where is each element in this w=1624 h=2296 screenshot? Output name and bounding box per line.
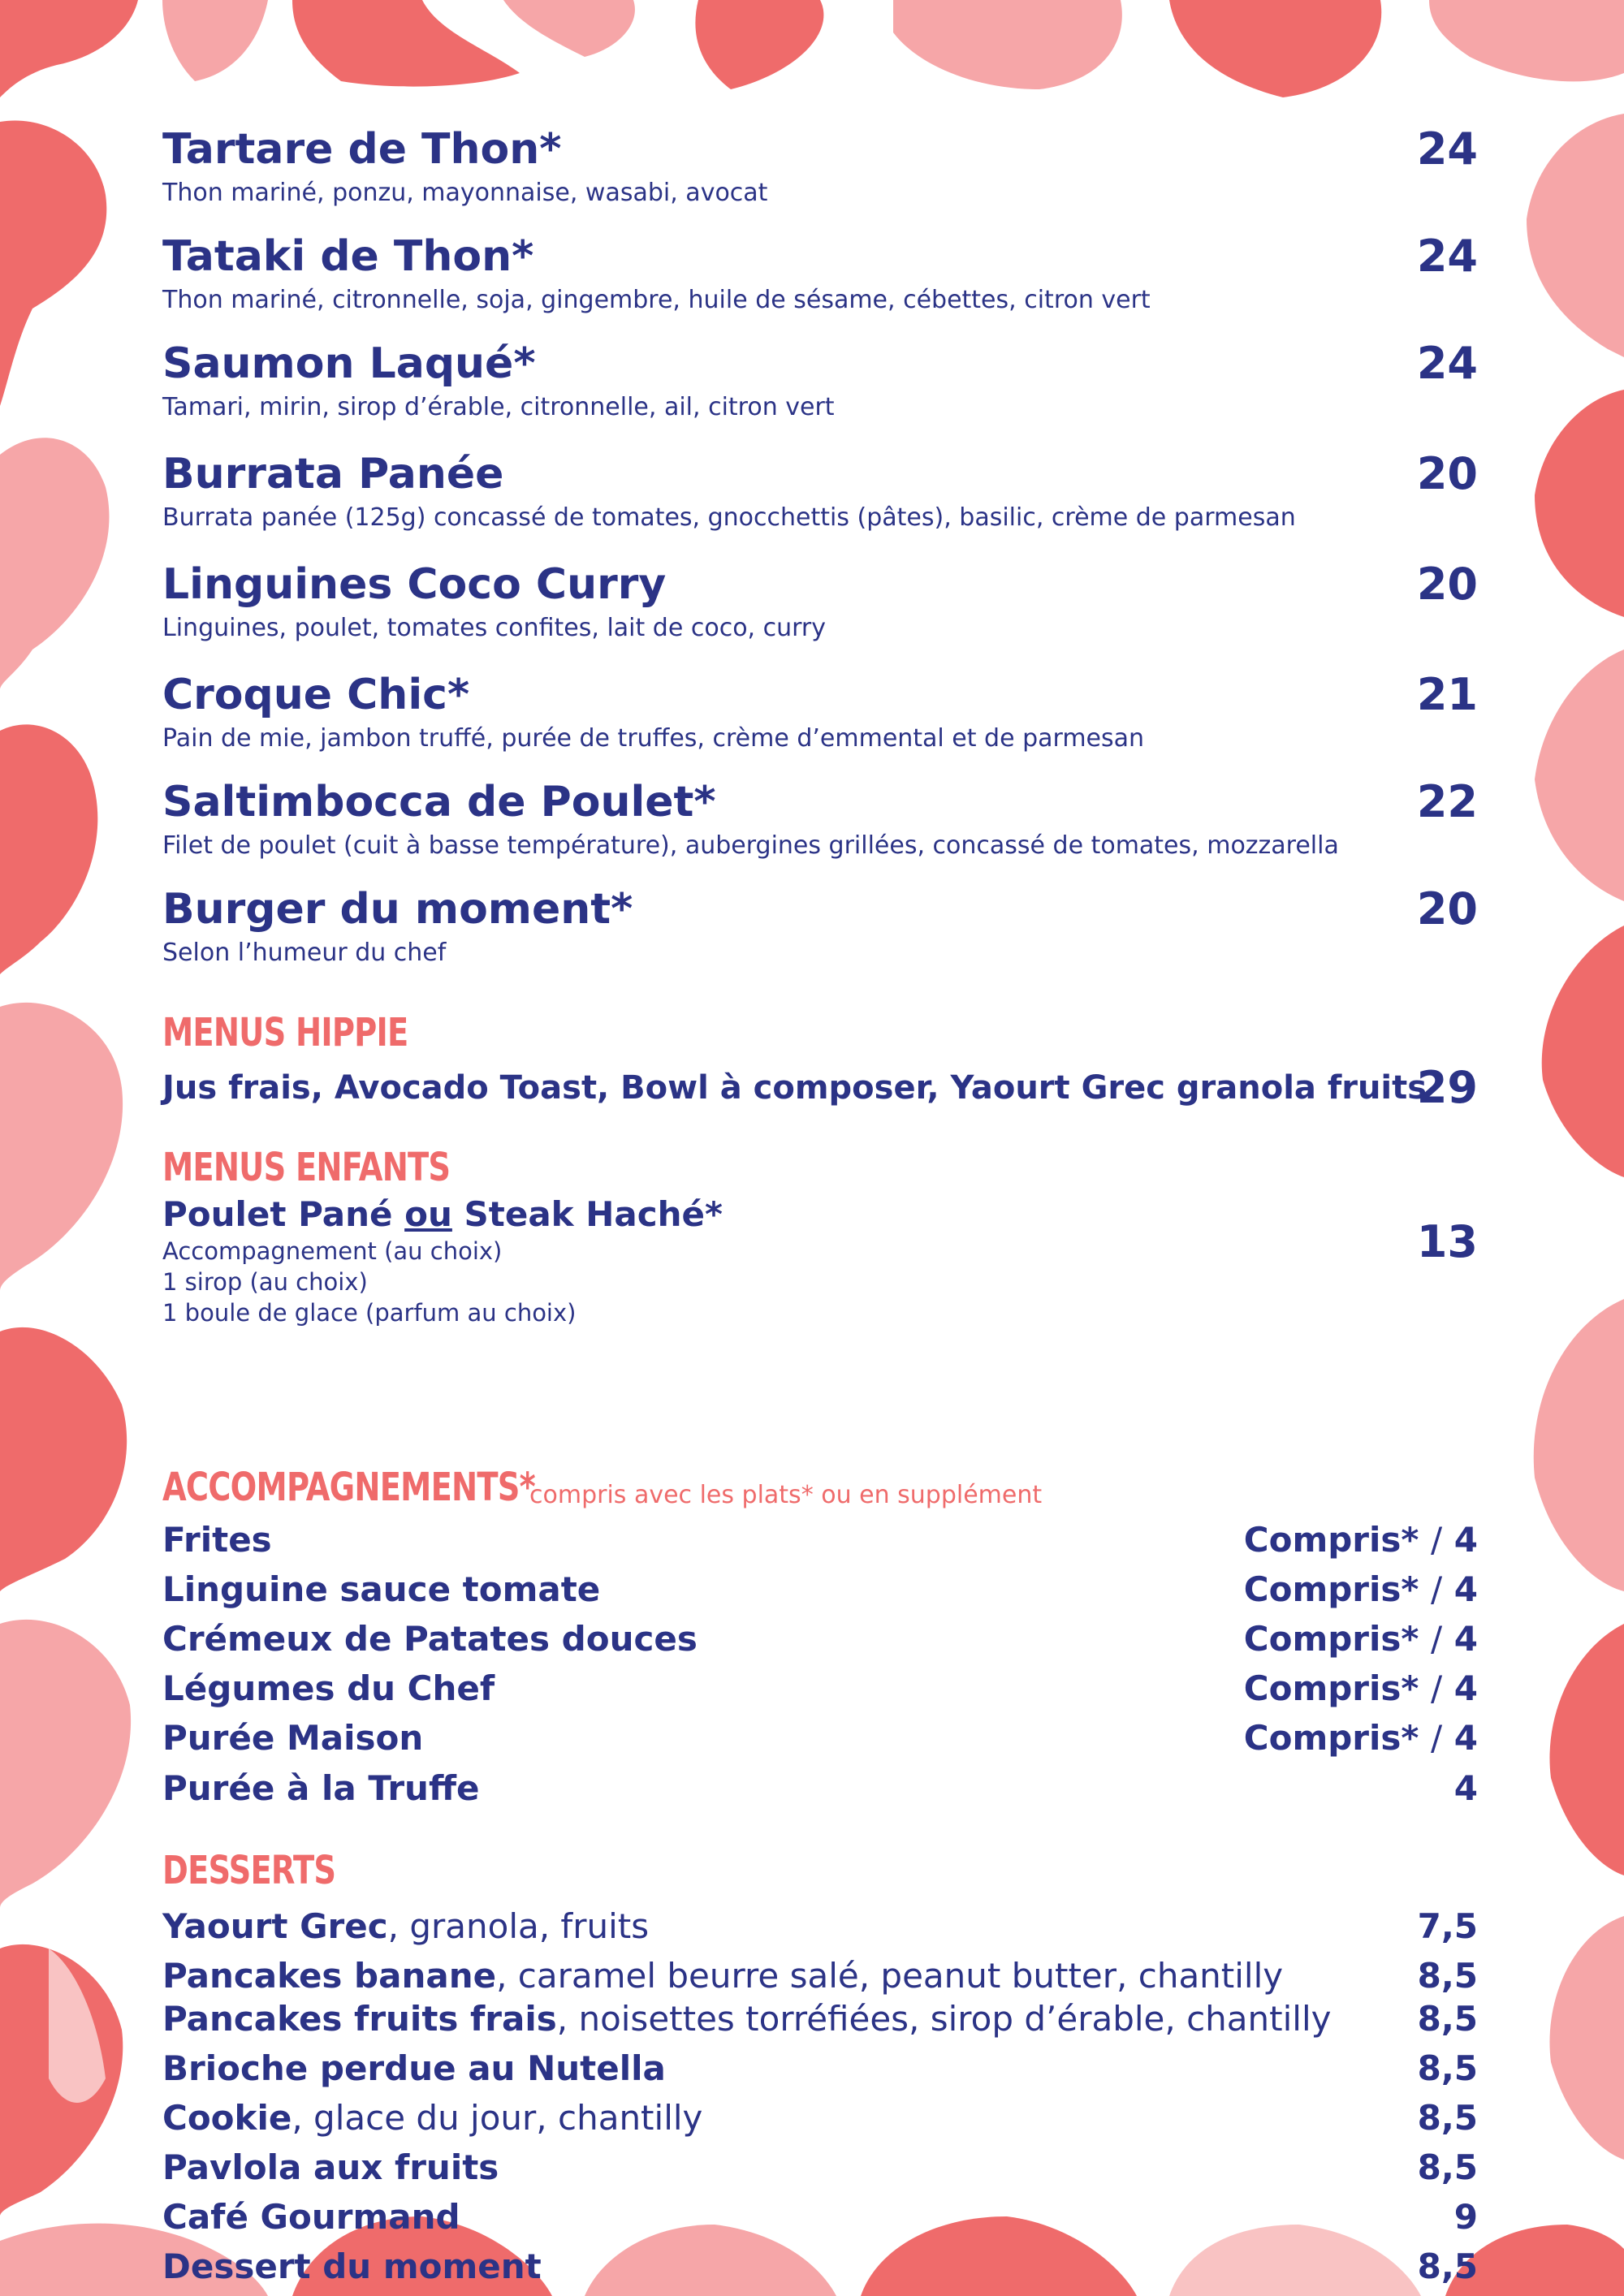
section-title-enfants: MENUS ENFANTS	[162, 1145, 451, 1190]
dish-price: 24	[1416, 123, 1478, 175]
dish-price: 22	[1416, 776, 1478, 827]
dish-name: Croque Chic*	[162, 671, 470, 719]
dessert-label	[162, 1999, 1478, 2039]
dish-description: Burrata panée (125g) concassé de tomates, gnocchettis (pâtes), basilic, crème de parmesan	[162, 503, 1296, 532]
dessert-label	[162, 2147, 1478, 2188]
side-name: Purée à la Truffe	[162, 1768, 480, 1808]
side-price-value: 4	[1453, 1520, 1478, 1560]
side-row	[162, 1668, 1478, 1709]
dessert-price: 8,5	[1417, 1956, 1478, 1996]
dessert-name: Brioche perdue au Nutella	[162, 2048, 666, 2088]
side-separator: /	[1430, 1520, 1443, 1560]
dessert-row	[162, 2098, 1478, 2138]
accompagnements-note: compris avec les plats* ou en supplément	[529, 1481, 1043, 1509]
dish-name: Saltimbocca de Poulet*	[162, 778, 716, 826]
kids-choice-b: Steak Haché*	[464, 1194, 723, 1234]
dessert-name: Dessert du moment	[162, 2246, 542, 2286]
side-separator: /	[1430, 1619, 1443, 1659]
dessert-price: 8,5	[1417, 1999, 1478, 2039]
dessert-row	[162, 1906, 1478, 1947]
dish-description: Selon l’humeur du chef	[162, 939, 447, 967]
dessert-extra: , caramel beurre salé, peanut butter, chantilly	[496, 1956, 1284, 1996]
dish-description: Linguines, poulet, tomates confites, lait de coco, curry	[162, 614, 827, 642]
dish-name: Tataki de Thon*	[162, 232, 534, 281]
dessert-row	[162, 2246, 1478, 2287]
dish-name: Saumon Laqué*	[162, 339, 536, 388]
dessert-row	[162, 2048, 1478, 2089]
dessert-name: Yaourt Grec	[162, 1906, 388, 1946]
dessert-name: Pavlola aux fruits	[162, 2147, 499, 2187]
dessert-row	[162, 1956, 1478, 1996]
dish-item	[162, 232, 1478, 315]
hippie-menu-row	[162, 1062, 1478, 1113]
dish-description: Thon mariné, citronnelle, soja, gingembre, huile de sésame, cébettes, citron vert	[162, 286, 1151, 314]
side-price	[1244, 1569, 1478, 1610]
dish-description: Filet de poulet (cuit à basse température), aubergines grillées, concassé de tomates, mozzarella	[162, 831, 1339, 860]
dessert-row	[162, 2147, 1478, 2188]
section-title-accompagnements	[162, 1465, 535, 1510]
dish-name: Tartare de Thon*	[162, 125, 562, 174]
dessert-extra: , glace du jour, chantilly	[292, 2098, 703, 2138]
dessert-label	[162, 1906, 1478, 1947]
dish-name: Burrata Panée	[162, 450, 504, 498]
dish-item	[162, 560, 1478, 643]
side-row	[162, 1520, 1478, 1560]
side-price	[1244, 1520, 1478, 1560]
side-name: Légumes du Chef	[162, 1668, 495, 1708]
kids-menu-line: 1 sirop (au choix)	[162, 1268, 368, 1296]
dessert-price: 7,5	[1417, 1906, 1478, 1946]
dish-item	[162, 125, 1478, 208]
side-included: Compris*	[1243, 1520, 1419, 1560]
kids-menu-line: 1 boule de glace (parfum au choix)	[162, 1299, 577, 1327]
kids-menu-line: Accompagnement (au choix)	[162, 1237, 503, 1265]
side-name: Crémeux de Patates douces	[162, 1619, 698, 1659]
dish-item	[162, 339, 1478, 422]
dish-item	[162, 778, 1478, 861]
dish-price: 24	[1416, 231, 1478, 282]
dish-item	[162, 450, 1478, 533]
side-separator: /	[1430, 1718, 1443, 1758]
dessert-price: 8,5	[1417, 2048, 1478, 2088]
side-price-value: 4	[1453, 1569, 1478, 1609]
side-name: Frites	[162, 1520, 272, 1560]
side-included: Compris*	[1243, 1718, 1419, 1758]
section-title-hippie: MENUS HIPPIE	[162, 1010, 408, 1055]
dessert-label	[162, 2197, 1478, 2238]
dish-description: Tamari, mirin, sirop d’érable, citronnelle, ail, citron vert	[162, 393, 835, 421]
side-included: Compris*	[1243, 1668, 1419, 1708]
dish-name: Linguines Coco Curry	[162, 560, 667, 609]
side-row	[162, 1569, 1478, 1610]
dish-price: 24	[1416, 338, 1478, 389]
menu-panel	[145, 104, 1518, 2286]
dessert-name: Café Gourmand	[162, 2197, 460, 2237]
section-title-desserts: DESSERTS	[162, 1848, 336, 1893]
dish-item	[162, 671, 1478, 753]
side-price-value: 4	[1453, 1619, 1478, 1659]
dish-price: 20	[1416, 883, 1478, 934]
dish-name: Burger du moment*	[162, 885, 633, 934]
side-price: 4	[1453, 1768, 1478, 1808]
dessert-name: Cookie	[162, 2098, 292, 2138]
side-included: Compris*	[1243, 1619, 1419, 1659]
side-name: Linguine sauce tomate	[162, 1569, 601, 1609]
dish-description: Pain de mie, jambon truffé, purée de truffes, crème d’emmental et de parmesan	[162, 724, 1145, 753]
dessert-row	[162, 2197, 1478, 2238]
dessert-extra: , granola, fruits	[387, 1906, 650, 1946]
dessert-label	[162, 1956, 1478, 1996]
dessert-name: Pancakes banane	[162, 1956, 497, 1996]
kids-choice-or: ou	[404, 1194, 452, 1234]
side-price	[1244, 1718, 1478, 1759]
dessert-label	[162, 2246, 1478, 2287]
kids-menu-price: 13	[1416, 1216, 1478, 1267]
side-row	[162, 1718, 1478, 1759]
hippie-menu-item: Jus frais, Avocado Toast, Bowl à composer, Yaourt Grec granola fruits	[162, 1069, 1427, 1107]
side-name: Purée Maison	[162, 1718, 424, 1758]
kids-choice-a: Poulet Pané	[162, 1194, 393, 1234]
side-row	[162, 1619, 1478, 1659]
kids-menu-choice	[162, 1193, 1478, 1236]
dish-price: 21	[1416, 669, 1478, 720]
dessert-price: 9	[1453, 2197, 1478, 2237]
dessert-extra: , noisettes torréfiées, sirop d’érable, chantilly	[556, 1999, 1332, 2039]
side-row	[162, 1768, 1478, 1809]
dish-description: Thon mariné, ponzu, mayonnaise, wasabi, avocat	[162, 179, 768, 207]
side-separator: /	[1430, 1569, 1443, 1609]
dish-item	[162, 885, 1478, 968]
accompagnements-title: ACCOMPAGNEMENTS*	[162, 1465, 535, 1510]
dessert-label	[162, 2098, 1478, 2138]
dessert-price: 8,5	[1417, 2246, 1478, 2286]
hippie-menu-price: 29	[1416, 1062, 1478, 1113]
dish-price: 20	[1416, 448, 1478, 499]
dessert-name: Pancakes fruits frais	[162, 1999, 557, 2039]
side-included: Compris*	[1243, 1569, 1419, 1609]
side-price	[1244, 1619, 1478, 1659]
dessert-label	[162, 2048, 1478, 2089]
dessert-price: 8,5	[1417, 2098, 1478, 2138]
kids-menu-block	[162, 1193, 1478, 1356]
dish-price: 20	[1416, 559, 1478, 610]
dessert-price: 8,5	[1417, 2147, 1478, 2187]
side-price-value: 4	[1453, 1668, 1478, 1708]
side-price-value: 4	[1453, 1718, 1478, 1758]
side-separator: /	[1430, 1668, 1443, 1708]
dessert-row	[162, 1999, 1478, 2039]
side-price	[1244, 1668, 1478, 1709]
